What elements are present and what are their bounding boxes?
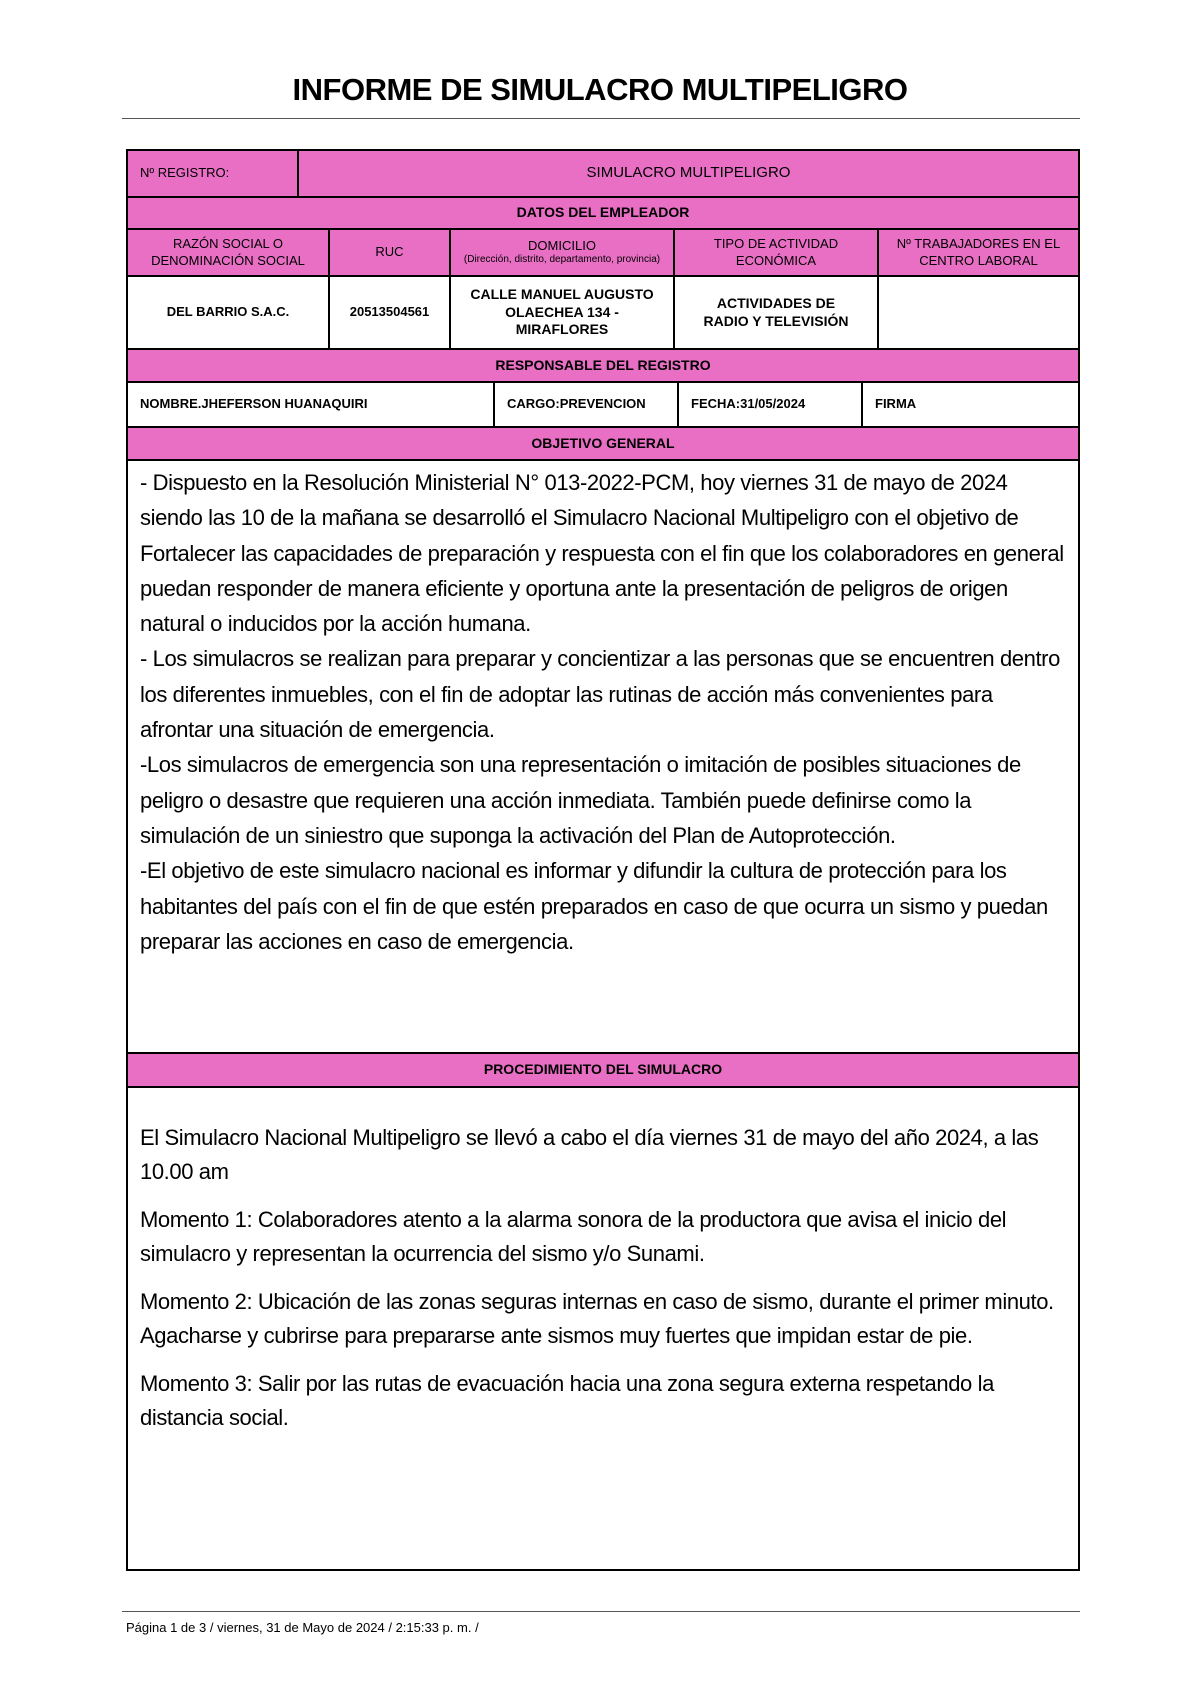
- trabajadores-header: Nº TRABAJADORES EN EL CENTRO LABORAL: [877, 230, 1078, 275]
- firma-field: FIRMA: [861, 383, 1078, 426]
- ruc-header: RUC: [328, 230, 449, 275]
- responsible-values-row: [128, 383, 1078, 428]
- procedure-paragraph: Momento 3: Salir por las rutas de evacuación hacia una zona segura externa respetando la distancia social.: [140, 1371, 994, 1430]
- domicilio-header-label: DOMICILIO: [528, 238, 596, 254]
- razon-social-header: RAZÓN SOCIAL O DENOMINACIÓN SOCIAL: [151, 236, 305, 268]
- procedure-section-label: PROCEDIMIENTO DEL SIMULACRO: [483, 1061, 723, 1078]
- report-table: [126, 149, 1080, 1571]
- registro-value: SIMULACRO MULTIPELIGRO: [297, 151, 1078, 196]
- fecha-field: FECHA:31/05/2024: [677, 383, 861, 426]
- objective-paragraph: -Los simulacros de emergencia son una representación o imitación de posibles situaciones de peligro o desastre que requieren una acción inmediata. También puede definirse como la simulación de un siniestro que suponga la activación del Plan de Autoprotección.: [140, 752, 1021, 848]
- domicilio-header-note: (Dirección, distrito, departamento, provincia): [463, 254, 661, 266]
- procedure-text-row: [128, 1088, 1078, 1569]
- document-title: INFORME DE SIMULACRO MULTIPELIGRO: [292, 72, 908, 107]
- procedure-paragraph: Momento 2: Ubicación de las zonas seguras internas en caso de sismo, durante el primer minuto. Agacharse y cubrirse para prepararse ante sismos muy fuertes que impidan estar de pie.: [140, 1289, 1054, 1348]
- ruc-value: 20513504561: [328, 277, 449, 348]
- registro-row: [128, 151, 1078, 198]
- razon-social-value: DEL BARRIO S.A.C.: [166, 304, 290, 320]
- footer-divider: [122, 1611, 1080, 1612]
- title-divider: [122, 118, 1080, 119]
- procedure-section-row: [128, 1054, 1078, 1088]
- employer-section-row: [128, 198, 1078, 230]
- registro-label: Nº REGISTRO:: [140, 165, 230, 181]
- objective-text: [140, 465, 1070, 959]
- employer-header-row: [128, 230, 1078, 277]
- procedure-text: [140, 1121, 1070, 1449]
- nombre-field: NOMBRE.JHEFERSON HUANAQUIRI: [140, 396, 368, 412]
- procedure-paragraph: El Simulacro Nacional Multipeligro se llevó a cabo el día viernes 31 de mayo del año 2024, a las 10.00 am: [140, 1125, 1039, 1184]
- objective-section-row: [128, 428, 1078, 461]
- cargo-field: CARGO:PREVENCION: [493, 383, 677, 426]
- responsible-section-row: [128, 350, 1078, 383]
- objective-section-label: OBJETIVO GENERAL: [531, 434, 675, 451]
- procedure-paragraph: Momento 1: Colaboradores atento a la alarma sonora de la productora que avisa el inicio del simulacro y representan la ocurrencia del sismo y/o Sunami.: [140, 1207, 1007, 1266]
- objective-paragraph: - Los simulacros se realizan para preparar y concientizar a las personas que se encuentren dentro los diferentes inmuebles, con el fin de adoptar las rutinas de acción más convenientes para afrontar una situación de emergencia.: [140, 646, 1060, 743]
- trabajadores-value: [877, 277, 1078, 348]
- actividad-value: ACTIVIDADES DE RADIO Y TELEVISIÓN: [673, 277, 877, 348]
- employer-section-label: DATOS DEL EMPLEADOR: [516, 204, 690, 221]
- responsible-section-label: RESPONSABLE DEL REGISTRO: [495, 356, 711, 373]
- objective-paragraph: -El objetivo de este simulacro nacional es informar y difundir la cultura de protección para los habitantes del país con el fin de que estén preparados en caso de que ocurra un sismo y puedan preparar las acciones en caso de emergencia.: [140, 858, 1048, 954]
- domicilio-header: [449, 230, 673, 275]
- actividad-header: TIPO DE ACTIVIDAD ECONÓMICA: [673, 230, 877, 275]
- page-footer: Página 1 de 3 / viernes, 31 de Mayo de 2024 / 2:15:33 p. m. /: [126, 1620, 479, 1635]
- objective-paragraph: - Dispuesto en la Resolución Ministerial N° 013-2022-PCM, hoy viernes 31 de mayo de 2024 siendo las 10 de la mañana se desarrolló el Simulacro Nacional Multipeligro con el objetivo de Fortalecer las capacidades de preparación y respuesta con el fin que los colaboradores en general puedan responder de manera eficiente y oportuna ante la presentación de peligros de origen natural o inducidos por la acción humana.: [140, 470, 1064, 637]
- objective-text-row: [128, 461, 1078, 1054]
- employer-values-row: [128, 277, 1078, 350]
- domicilio-value: CALLE MANUEL AUGUSTO OLAECHEA 134 - MIRAFLORES: [449, 277, 673, 348]
